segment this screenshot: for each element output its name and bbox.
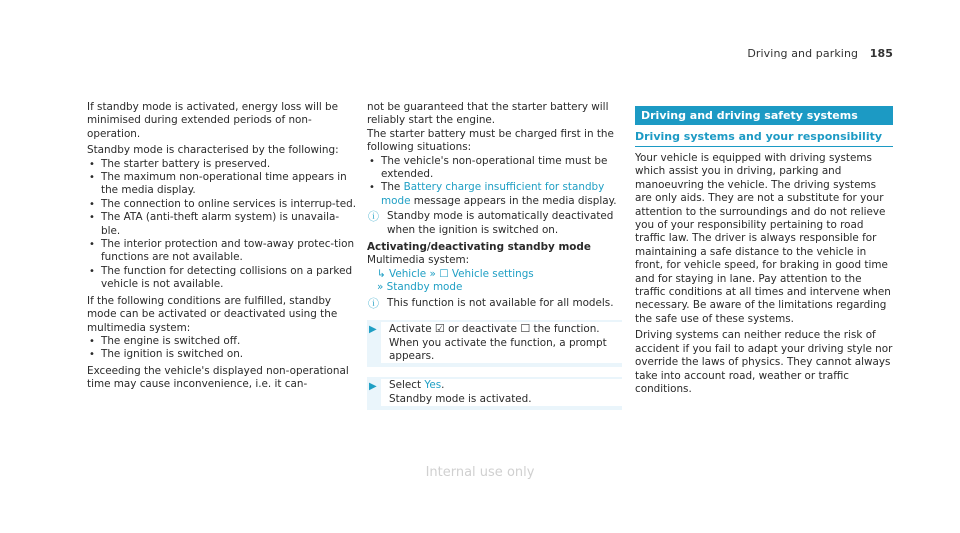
page-number: 185	[869, 47, 893, 60]
paragraph: Exceeding the vehicle's displayed non-operational time may cause inconvenience, i.e. it can-	[87, 364, 349, 391]
chevron-right-icon: »	[429, 267, 436, 280]
section-title: Driving and parking	[747, 47, 859, 60]
bullet-icon: •	[369, 155, 375, 167]
paragraph: Standby mode is characterised by the following:	[87, 144, 339, 157]
column-right	[635, 152, 893, 396]
system-label: Multimedia system:	[367, 254, 470, 267]
menu-standby-mode: Standby mode	[386, 281, 463, 294]
paragraph: The starter battery must be charged first in the following situations:	[367, 127, 614, 154]
section-heading: Activating/deactivating standby mode	[367, 241, 591, 254]
bullet-icon: •	[89, 335, 95, 347]
list-item: • The vehicle's non-operational time must be extended.	[369, 154, 608, 181]
checkbox-empty-icon: ☐	[520, 322, 531, 336]
list-item: • The Battery charge insufficient for standby mode message appears in the media display.	[369, 181, 617, 207]
list-item: • The interior protection and tow-away protec-tion functions are not available.	[89, 238, 355, 264]
paragraph: Driving systems can neither reduce the risk of accident if you fail to adapt your driving style nor override the laws of physics. They cannot always take into account road, weather or traffic conditions.	[635, 329, 893, 395]
paragraph: Your vehicle is equipped with driving systems which assist you in driving, parking and manoeuvring the vehicle. The driving systems are only aids. They are not a substitute for your attention to the surroundings and do not relieve you of your responsibility pertaining to road traffic law. The driver is always responsible for maintaining a safe distance to the vehicle in front, for vehicle speed, for braking in good time and for staying in lane. Pay attention to the traffic conditions at all times and intervene when necessary. Be aware of the limitations regarding the safe use of these systems.	[635, 152, 891, 325]
info-icon: ⓘ	[368, 296, 379, 310]
menu-path	[367, 281, 622, 294]
paragraph: If the following conditions are fulfilled, standby mode can be activated or deactivated using the multimedia system:	[87, 294, 338, 334]
return-arrow-icon: ↳	[377, 267, 386, 280]
message-link: Battery charge insufficient for standby mode	[381, 181, 605, 207]
info-icon: ⓘ	[368, 210, 379, 224]
step-arrow-icon: ▶	[369, 324, 377, 336]
menu-vehicle: Vehicle	[389, 267, 427, 280]
section-banner: Driving and driving safety systems	[635, 106, 893, 125]
menu-vehicle-settings: Vehicle settings	[451, 267, 534, 280]
paragraph: not be guaranteed that the starter battery will reliably start the engine.	[367, 101, 609, 127]
settings-icon: ☐	[439, 267, 449, 280]
chevron-right-icon: »	[377, 281, 384, 294]
bullet-icon: •	[89, 265, 95, 277]
bullet-list	[87, 335, 357, 362]
list-item: • The ignition is switched on.	[89, 348, 244, 361]
info-note: ⓘ Standby mode is automatically deactivated when the ignition is switched on.	[368, 210, 614, 236]
list-item: • The starter battery is preserved.	[89, 157, 271, 170]
menu-path	[367, 268, 622, 281]
subsection-heading: Driving systems and your responsibility	[635, 130, 893, 147]
list-item: • The ATA (anti-theft alarm system) is unavaila-ble.	[89, 211, 340, 237]
list-item: • The function for detecting collisions on a parked vehicle is not available.	[89, 264, 353, 291]
info-note: ⓘ This function is not available for all models.	[368, 296, 614, 310]
instruction-step: ▶ Select Yes. Standby mode is activated.	[367, 377, 622, 410]
page-header	[747, 47, 893, 60]
bullet-icon: •	[89, 349, 95, 361]
bullet-icon: •	[89, 212, 95, 224]
bullet-icon: •	[89, 158, 95, 170]
paragraph: If standby mode is activated, energy loss will be minimised during extended periods of non-operation.	[87, 101, 339, 140]
step-arrow-icon: ▶	[369, 381, 377, 393]
bullet-icon: •	[89, 198, 95, 210]
bullet-list	[87, 158, 357, 292]
list-item: • The engine is switched off.	[89, 334, 241, 347]
bullet-icon: •	[89, 239, 95, 251]
instruction-step: ▶ Activate ☑ or deactivate ☐ the function. When you activate the function, a prompt appears.	[367, 320, 622, 367]
watermark: Internal use only	[425, 465, 535, 480]
bullet-icon: •	[89, 172, 95, 184]
list-item: • The maximum non-operational time appears in the media display.	[89, 171, 347, 197]
column-left	[87, 101, 357, 392]
checkbox-checked-icon: ☑	[434, 322, 445, 336]
bullet-icon: •	[369, 182, 375, 194]
list-item: • The connection to online services is interrup-ted.	[89, 197, 357, 210]
bullet-list	[367, 155, 622, 209]
yes-option: Yes	[424, 379, 442, 392]
column-middle	[367, 101, 622, 410]
